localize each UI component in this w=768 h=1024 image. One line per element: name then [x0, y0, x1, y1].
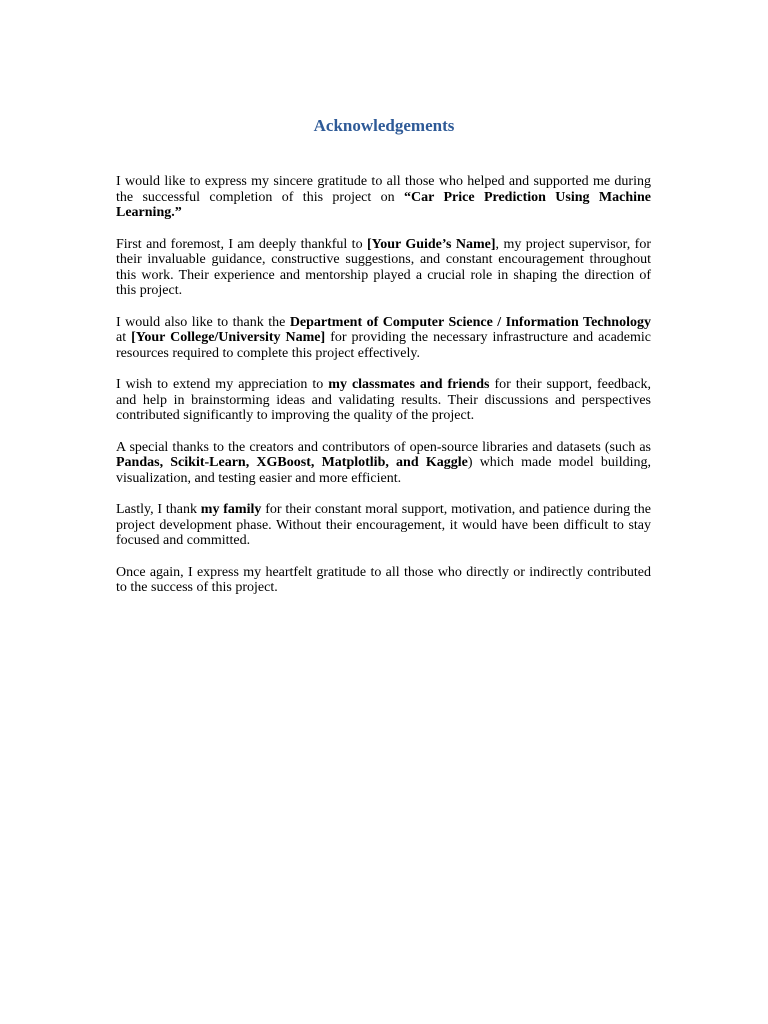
college-name-bold: [Your College/University Name] — [131, 330, 326, 345]
libraries-bold: Pandas, Scikit-Learn, XGBoost, Matplotlib, and Kaggle — [116, 455, 468, 470]
paragraph-family — [116, 502, 651, 549]
project-title-bold: “Car Price Prediction Using Machine Learning.” — [116, 189, 652, 220]
paragraph-text: Lastly, I thank — [116, 502, 201, 517]
paragraph-guide — [116, 237, 651, 299]
paragraph-classmates — [116, 377, 651, 424]
family-bold: my family — [200, 502, 262, 517]
paragraph-text: Once again, I express my heartfelt gratitude to all those who directly or indirectly contributed to the success of this project. — [116, 564, 651, 595]
paragraph-department — [116, 315, 651, 362]
classmates-bold: my classmates and friends — [328, 377, 490, 392]
paragraph-text: , my project supervisor, for their invaluable guidance, constructive suggestions, and constant encouragement throughout this work. Their experience and mentorship played a crucial role in shaping the direction of this project. — [116, 236, 651, 298]
paragraph-intro — [116, 174, 651, 221]
paragraph-text: for their support, feedback, and help in brainstorming ideas and validating results. Their discussions and perspectives contributed significantly to improving the quality of the project. — [116, 377, 651, 423]
paragraph-text: I wish to extend my appreciation to — [116, 377, 329, 392]
paragraph-libraries — [116, 440, 651, 487]
paragraph-text: I would also like to thank the — [116, 314, 290, 330]
department-bold: Department of Computer Science / Information Technology — [289, 314, 651, 330]
paragraph-text: for providing the necessary infrastructure and academic resources required to complete this project effectively. — [116, 330, 651, 361]
document-body — [116, 174, 651, 612]
paragraph-text: ) which made model building, visualization, and testing easier and more efficient. — [116, 455, 651, 486]
guide-name-bold: [Your Guide’s Name] — [366, 236, 496, 252]
paragraph-text: A special thanks to the creators and contributors of open-source libraries and datasets (such as — [116, 439, 651, 455]
paragraph-text: First and foremost, I am deeply thankful to — [116, 236, 367, 252]
paragraph-text: at — [116, 330, 132, 345]
paragraph-closing — [116, 565, 651, 596]
paragraph-text: for their constant moral support, motivation, and patience during the project development phase. Without their encouragement, it would have been difficult to stay focused and committed. — [116, 502, 651, 548]
page-title: Acknowledgements — [313, 116, 455, 135]
paragraph-text: I would like to express my sincere gratitude to all those who helped and supported me during the successful completion of this project on — [116, 174, 651, 205]
